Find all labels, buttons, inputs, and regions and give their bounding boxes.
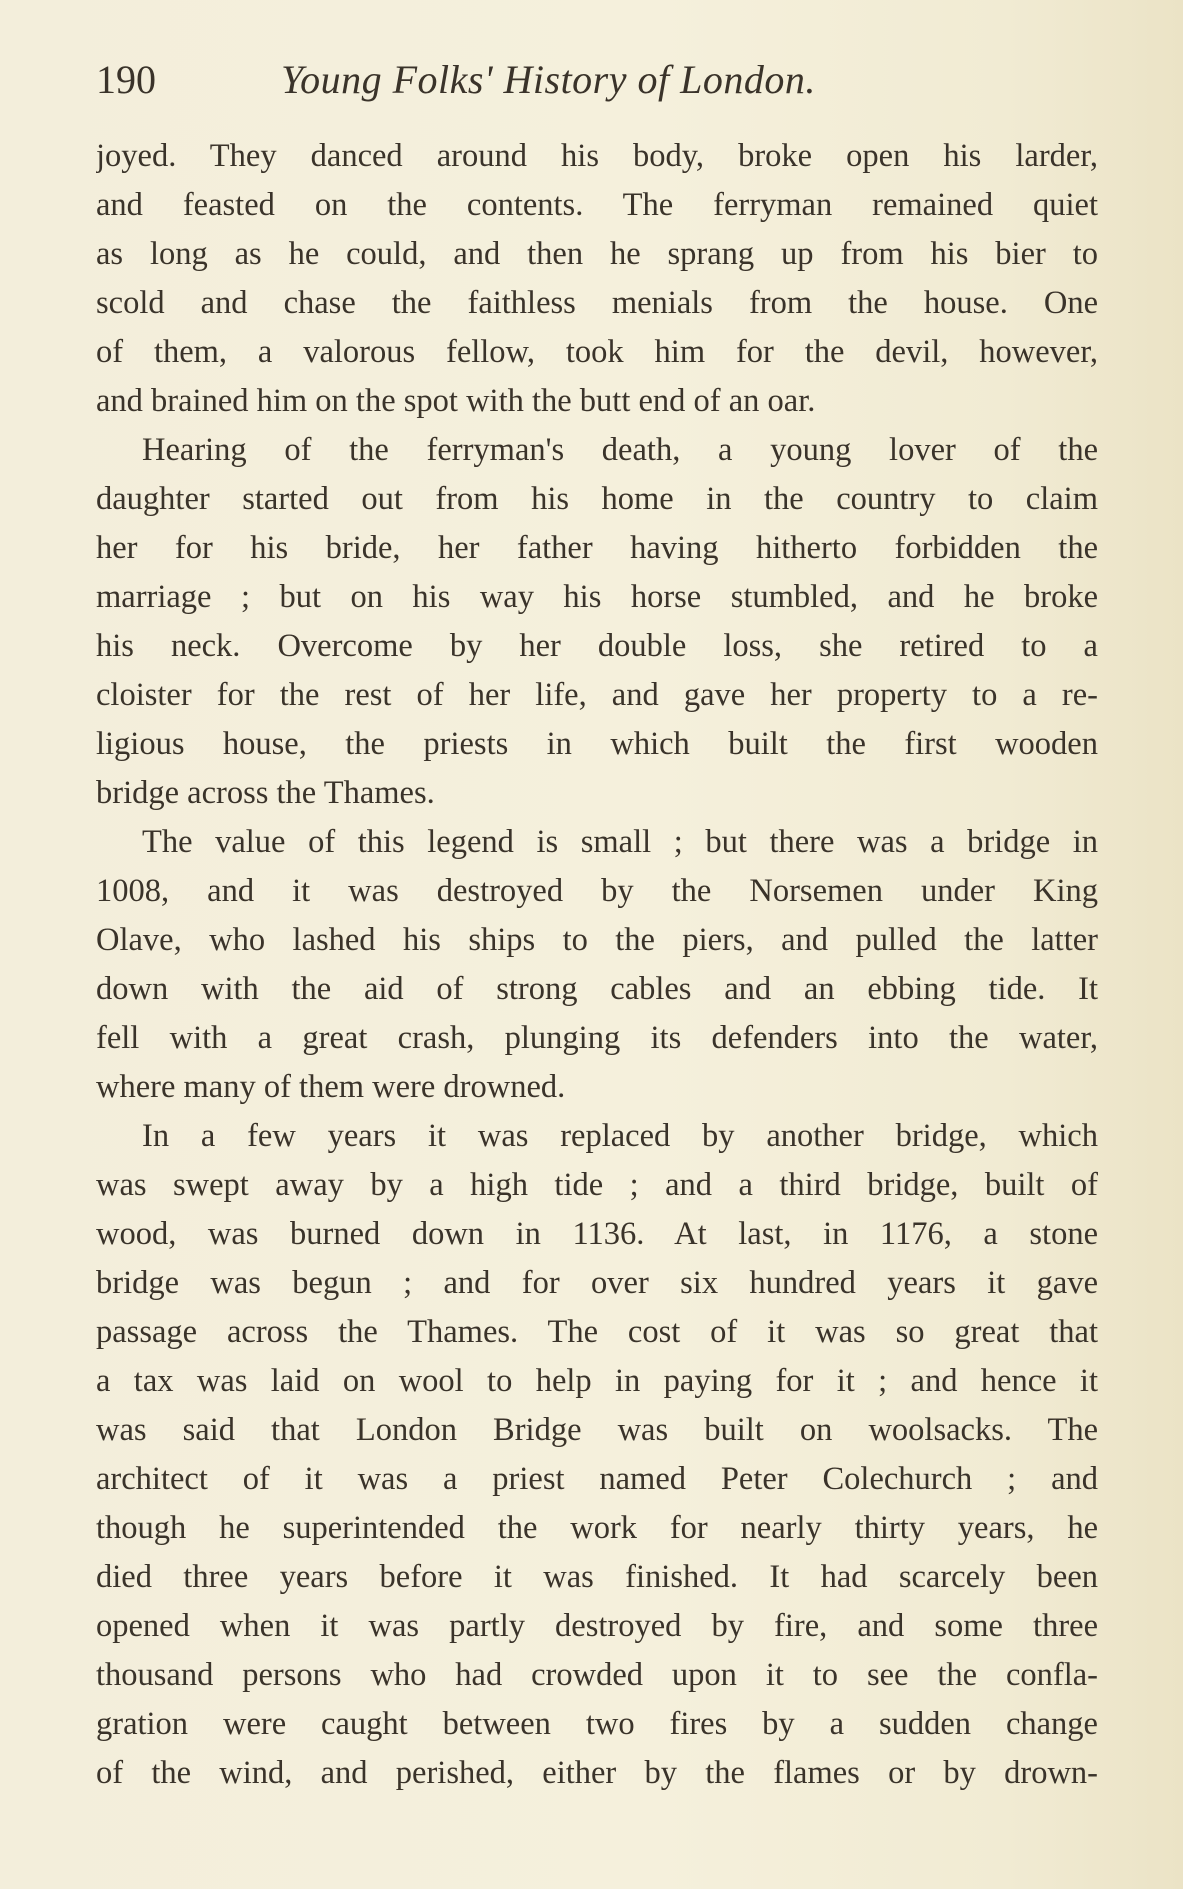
- text-line: a tax was laid on wool to help in paying for it ; and hence it: [96, 1363, 1098, 1399]
- text-line: her for his bride, her father having hitherto forbidden the: [96, 530, 1098, 566]
- text-line: passage across the Thames. The cost of it was so great that: [96, 1314, 1098, 1350]
- text-line: his neck. Overcome by her double loss, she retired to a: [96, 628, 1098, 664]
- text-line: though he superintended the work for nearly thirty years, he: [96, 1510, 1098, 1546]
- text-line: and brained him on the spot with the butt end of an oar.: [96, 383, 816, 419]
- running-title: Young Folks' History of London.: [281, 57, 816, 102]
- text-line: cloister for the rest of her life, and gave her property to a re-: [96, 677, 1098, 713]
- text-line: was said that London Bridge was built on woolsacks. The: [96, 1412, 1098, 1448]
- page-number: 190: [96, 57, 156, 102]
- paragraph-first-line: Hearing of the ferryman's death, a young lover of the: [142, 432, 1098, 468]
- text-line: as long as he could, and then he sprang up from his bier to: [96, 236, 1098, 272]
- paragraph-first-line: In a few years it was replaced by another bridge, which: [142, 1118, 1098, 1154]
- text-line: architect of it was a priest named Peter Colechurch ; and: [96, 1461, 1098, 1497]
- text-line: bridge was begun ; and for over six hundred years it gave: [96, 1265, 1098, 1301]
- text-line: marriage ; but on his way his horse stumbled, and he broke: [96, 579, 1098, 615]
- text-line: ligious house, the priests in which built the first wooden: [96, 726, 1098, 762]
- paragraph-first-line: The value of this legend is small ; but there was a bridge in: [142, 824, 1098, 860]
- text-line: Olave, who lashed his ships to the piers, and pulled the latter: [96, 922, 1098, 958]
- text-line: joyed. They danced around his body, broke open his larder,: [96, 138, 1098, 174]
- text-line: of them, a valorous fellow, took him for the devil, however,: [96, 334, 1098, 370]
- text-line: daughter started out from his home in the country to claim: [96, 481, 1098, 517]
- body-text: [96, 132, 1098, 1798]
- text-line: opened when it was partly destroyed by fire, and some three: [96, 1608, 1098, 1644]
- text-line: where many of them were drowned.: [96, 1069, 566, 1105]
- text-line: died three years before it was finished. It had scarcely been: [96, 1559, 1098, 1595]
- text-line: of the wind, and perished, either by the flames or by drown-: [96, 1755, 1098, 1791]
- text-line: was swept away by a high tide ; and a third bridge, built of: [96, 1167, 1098, 1203]
- text-line: down with the aid of strong cables and an ebbing tide. It: [96, 971, 1098, 1007]
- text-line: thousand persons who had crowded upon it to see the confla-: [96, 1657, 1098, 1693]
- running-head: [96, 50, 1096, 110]
- text-line: gration were caught between two fires by a sudden change: [96, 1706, 1098, 1742]
- text-line: wood, was burned down in 1136. At last, in 1176, a stone: [96, 1216, 1098, 1252]
- text-line: fell with a great crash, plunging its defenders into the water,: [96, 1020, 1098, 1056]
- text-line: scold and chase the faithless menials from the house. One: [96, 285, 1098, 321]
- text-line: 1008, and it was destroyed by the Norsemen under King: [96, 873, 1098, 909]
- text-line: bridge across the Thames.: [96, 775, 435, 811]
- text-line: and feasted on the contents. The ferryman remained quiet: [96, 187, 1098, 223]
